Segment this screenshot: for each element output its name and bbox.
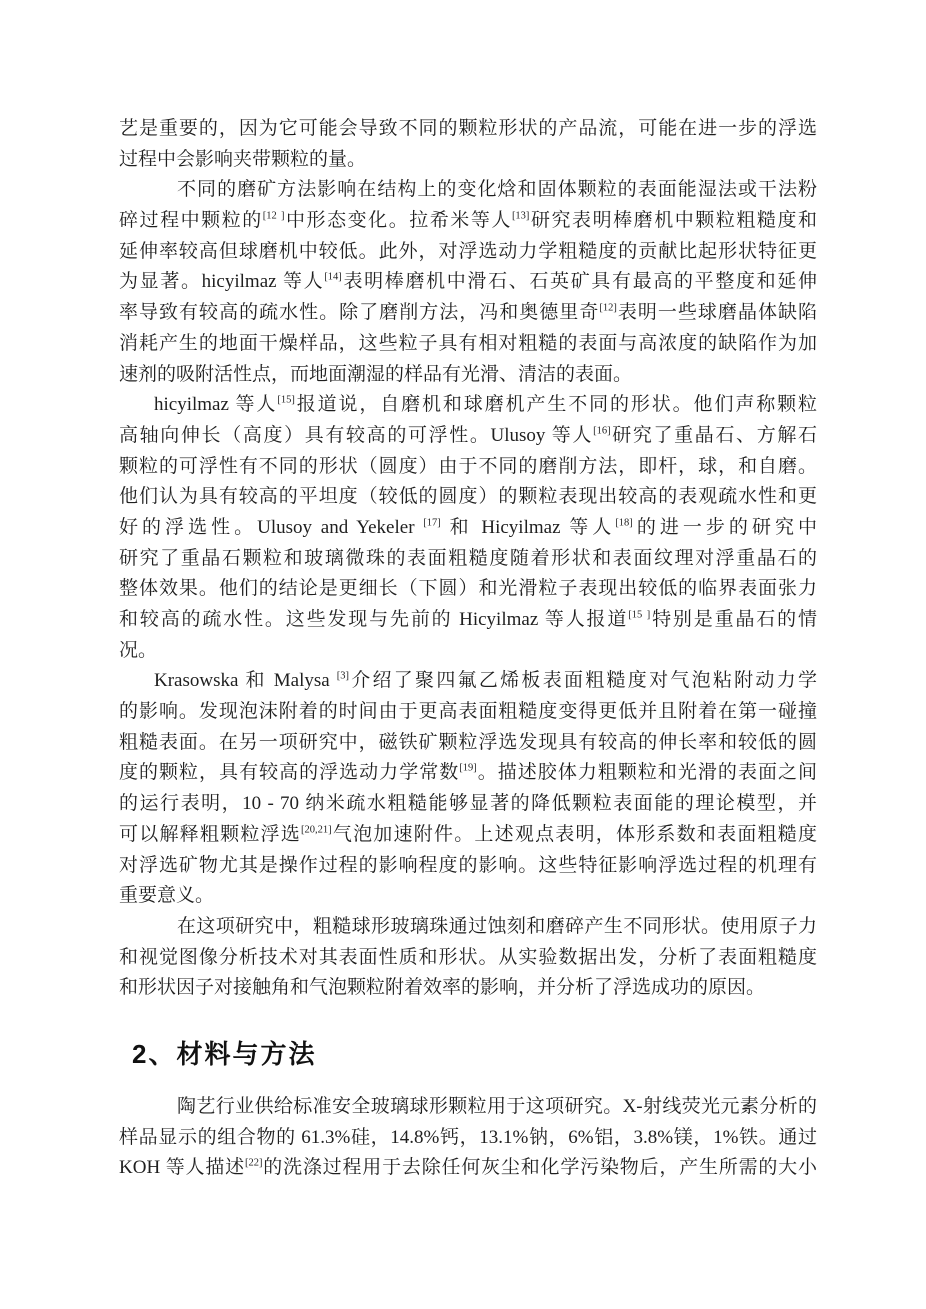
text-line: 为显著。hicyilmaz 等人[14]表明棒磨机中滑石、石英矿具有最高的平整度和延伸 (119, 271, 817, 293)
text-line: 延伸率较高但球磨机中较低。此外，对浮选动力学粗糙度的贡献比起形状特征更 (119, 240, 817, 262)
text-line: hicyilmaz 等人[15]报道说，自磨机和球磨机产生不同的形状。他们声称颗粒 (154, 394, 817, 416)
text-line: 粗糙表面。在另一项研究中，磁铁矿颗粒浮选发现具有较高的伸长率和较低的圆 (119, 731, 817, 753)
text-line: 研究了重晶石颗粒和玻璃微珠的表面粗糙度随着形状和表面纹理对浮重晶石的 (119, 547, 817, 569)
citation-ref: [17] (423, 517, 441, 529)
citation-ref: [18] (615, 517, 633, 529)
text-line: 和形状因子对接触角和气泡颗粒附着效率的影响，并分析了浮选成功的原因。 (119, 977, 766, 999)
text-line: 可以解释粗颗粒浮选[20,21]气泡加速附件。上述观点表明，体形系数和表面粗糙度 (119, 823, 817, 845)
text-line: 颗粒的可浮性有不同的形状（圆度）由于不同的磨削方法，即杆，球，和自磨。 (119, 455, 817, 477)
text-line: 在这项研究中，粗糙球形玻璃珠通过蚀刻和磨碎产生不同形状。使用原子力 (177, 915, 817, 937)
paragraph-materials (119, 1092, 817, 1184)
text-line: 和较高的疏水性。这些发现与先前的 Hicyilmaz 等人报道[15 ]特别是重晶石的情 (119, 609, 817, 630)
text-line: 度的颗粒，具有较高的浮选动力学常数[19]。描述胶体力粗颗粒和光滑的表面之间 (119, 762, 817, 784)
paragraph-grinding-methods (119, 175, 817, 390)
text-line: 速剂的吸附活性点，而地面潮湿的样品有光滑、清洁的表面。 (119, 363, 633, 385)
citation-ref: [13] (511, 210, 530, 222)
text-line: Krasowska 和 Malysa [3]介绍了聚四氟乙烯板表面粗糙度对气泡粘附动力学 (154, 670, 817, 692)
citation-ref: [20,21] (301, 824, 332, 836)
citation-ref: [3] (336, 671, 349, 683)
text-line: 好的浮选性。Ulusoy and Yekeler [17] 和 Hicyilmaz 等人[18]的进一步的研究中 (119, 516, 817, 538)
document-body (119, 114, 817, 1184)
paragraph-mill-shapes (119, 390, 817, 666)
text-line: 率导致有较高的疏水性。除了磨削方法，冯和奥德里奇[12]表明一些球磨晶体缺陷 (119, 302, 817, 324)
citation-ref: [12] (599, 302, 617, 314)
text-line: 的运行表明，10 - 70 纳米疏水粗糙能够显著的降低颗粒表面能的理论模型，并 (119, 793, 817, 815)
text-line: 不同的磨矿方法影响在结构上的变化焓和固体颗粒的表面能湿法或干法粉 (177, 179, 817, 201)
text-line: 况。 (119, 639, 158, 661)
paragraph-study-overview (119, 912, 817, 1004)
text-line: 陶艺行业供给标准安全玻璃球形颗粒用于这项研究。X-射线荧光元素分析的 (177, 1095, 817, 1117)
text-line: KOH 等人描述[22]的洗涤过程用于去除任何灰尘和化学污染物后，产生所需的大小 (119, 1157, 817, 1179)
citation-ref: [19] (459, 763, 477, 775)
text-line: 重要意义。 (119, 885, 215, 907)
citation-ref: [12 ] (262, 210, 285, 222)
text-line: 和视觉图像分析技术对其表面性质和形状。从实验数据出发，分析了表面粗糙度 (119, 946, 817, 968)
text-line: 对浮选矿物尤其是操作过程的影响程度的影响。这些特征影响浮选过程的机理有 (119, 854, 817, 876)
text-line: 碎过程中颗粒的[12 ]中形态变化。拉希米等人[13]研究表明棒磨机中颗粒粗糙度和 (119, 210, 817, 232)
text-line: 艺是重要的，因为它可能会导致不同的颗粒形状的产品流，可能在进一步的浮选 (119, 118, 817, 139)
text-line: 过程中会影响夹带颗粒的量。 (119, 148, 367, 170)
citation-ref: [16] (593, 425, 611, 437)
paragraph-continuation (119, 114, 817, 175)
citation-ref: [15] (277, 394, 295, 406)
paragraph-roughness-attachment (119, 666, 817, 912)
text-line: 消耗产生的地面干燥样品，这些粒子具有相对粗糙的表面与高浓度的缺陷作为加 (119, 332, 817, 354)
text-line: 的影响。发现泡沫附着的时间由于更高表面粗糙度变得更低并且附着在第一碰撞 (119, 701, 817, 723)
citation-ref: [22] (244, 1157, 263, 1169)
section-heading: 2、材料与方法 (132, 1038, 317, 1069)
text-line: 样品显示的组合物的 61.3%硅，14.8%钙，13.1%钠，6%铝，3.8%镁，1%铁。通过 (119, 1126, 817, 1148)
text-line: 他们认为具有较高的平坦度（较低的圆度）的颗粒表现出较高的表观疏水性和更 (119, 486, 817, 508)
citation-ref: [14] (324, 272, 342, 284)
citation-ref: [15 ] (628, 609, 651, 621)
text-line: 高轴向伸长（高度）具有较高的可浮性。Ulusoy 等人[16]研究了重晶石、方解石 (119, 424, 817, 446)
text-line: 整体效果。他们的结论是更细长（下圆）和光滑粒子表现出较低的临界表面张力 (119, 578, 817, 600)
